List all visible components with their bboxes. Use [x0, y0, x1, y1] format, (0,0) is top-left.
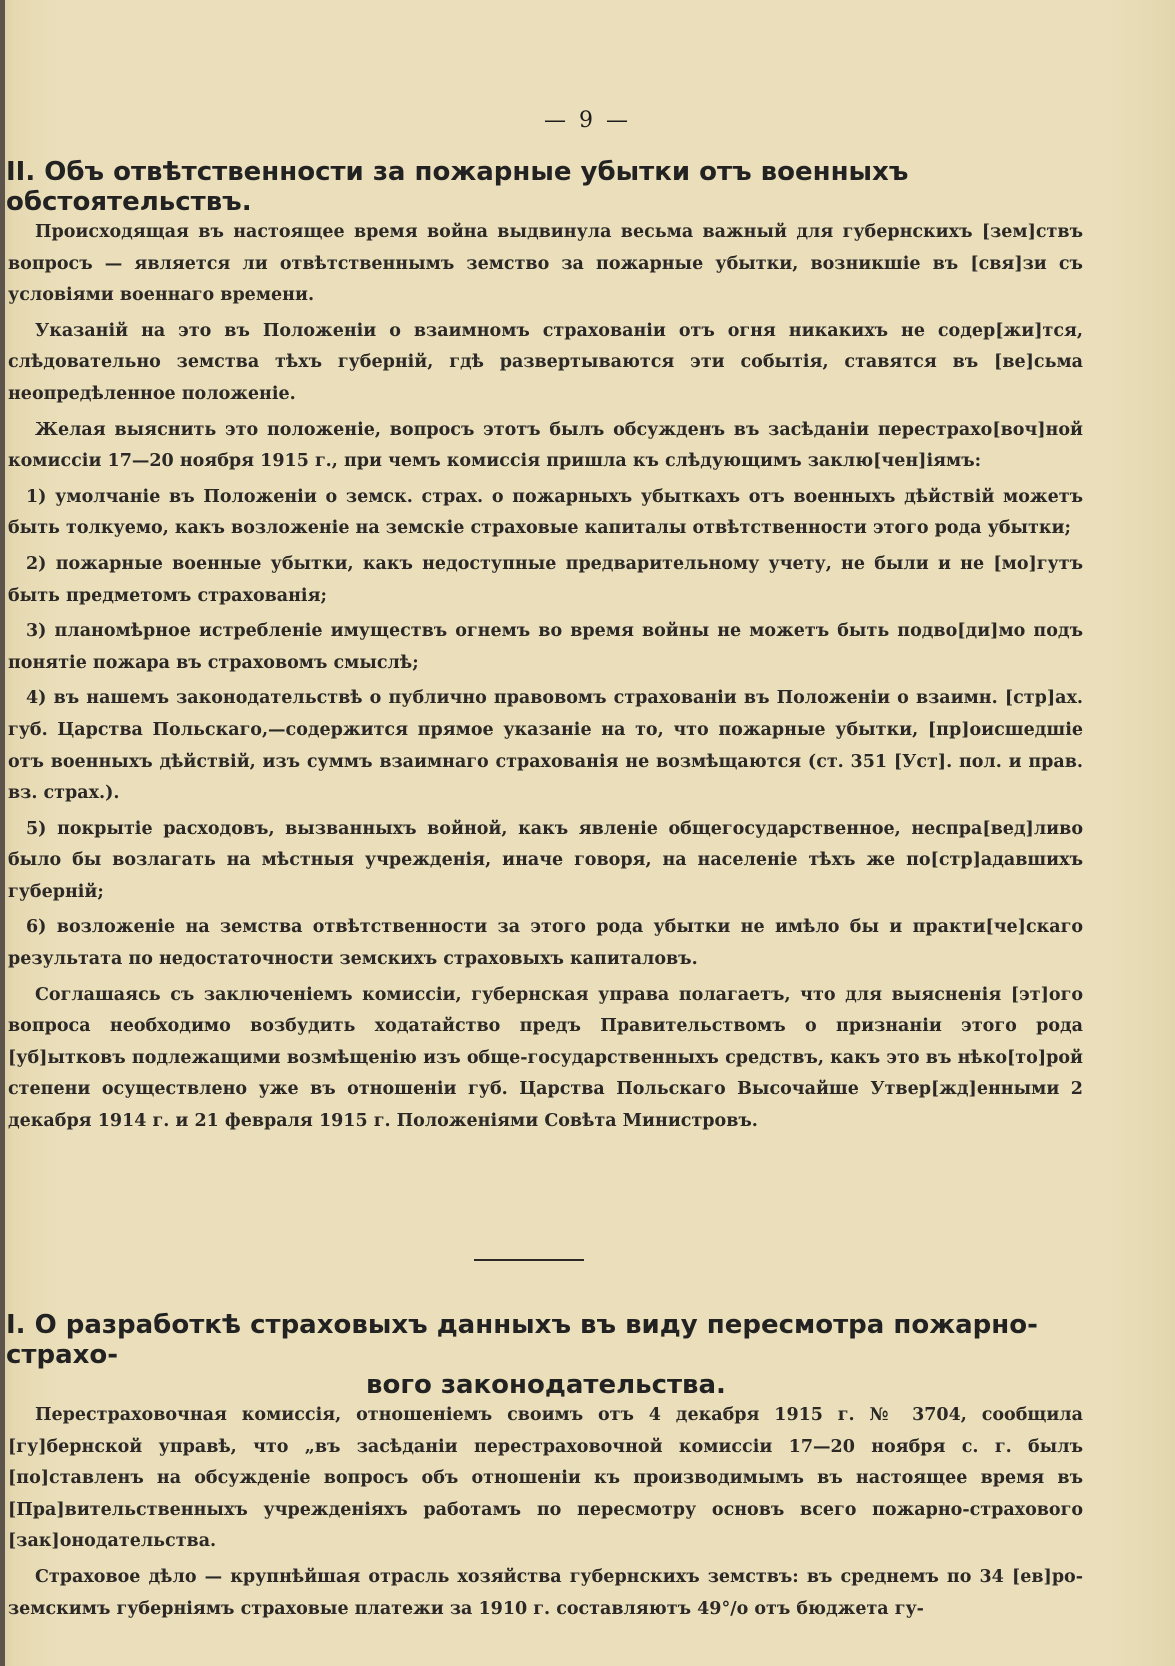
paragraph: Страховое дѣло — крупнѣйшая отрасль хозяйства губернскихъ земствъ: въ среднемъ по 34 [ев]ро-земскимъ губерніямъ страховые платежи за 1910 г. составляютъ 49°/о отъ бюджета гу-: [8, 1566, 1083, 1619]
list-item: 4) въ нашемъ законодательствѣ о публично правовомъ страхованіи въ Положеніи о взаимн. [стр]ах. губ. Царства Польскаго,—содержится прямое указаніе на то, что пожарные убытки, [пр]оисшедшіе отъ военныхъ дѣйствій, изъ суммъ взаимнаго страхованія не возмѣщаются (ст. 351 [Уст]. пол. и прав. вз. страх.).: [8, 688, 1083, 804]
section-body-responsibility: [8, 217, 1083, 1142]
paragraph: Перестраховочная комиссія, отношеніемъ своимъ отъ 4 декабря 1915 г. № 3704, сообщила [гу]бернской управѣ, что „въ засѣданіи перестраховочной комиссіи 17—20 ноября с. г. былъ [по]ставленъ на обсужденіе вопросъ объ отношеніи къ производимымъ въ настоящее время въ [Пра]вительственныхъ учрежденіяхъ работамъ по пересмотру основъ всего пожарно-страхового [зак]онодательства.: [8, 1405, 1083, 1552]
heading-line: вого законодательства.: [366, 1370, 726, 1400]
section-body-insurance-data: [8, 1400, 1083, 1629]
list-item: 2) пожарные военные убытки, какъ недоступные предварительному учету, не были и не [мо]гутъ быть предметомъ страхованія;: [8, 553, 1083, 606]
paragraph: Соглашаясь съ заключеніемъ комиссіи, губернская управа полагаетъ, что для выясненія [эт]ого вопроса необходимо возбудить ходатайство предъ Правительствомъ о признаніи этого рода [уб]ытковъ подлежащими возмѣщенію изъ обще-государственныхъ средствъ, какъ это въ нѣко[то]рой степени осуществлено уже въ отношеніи губ. Царства Польскаго Высочайше Утвер[жд]енными 2 декабря 1914 г. и 21 февраля 1915 г. Положеніями Совѣта Министровъ.: [8, 984, 1083, 1132]
paragraph: Желая выяснить это положеніе, вопросъ этотъ былъ обсужденъ въ засѣданіи перестрахо[воч]ной комиссіи 17—20 ноября 1915 г., при чемъ комиссія пришла къ слѣдующимъ заклю[чен]іямъ:: [8, 419, 1083, 472]
page-number: — 9 —: [544, 108, 631, 133]
list-item: 1) умолчаніе въ Положеніи о земск. страх. о пожарныхъ убыткахъ отъ военныхъ дѣйствій можетъ быть толкуемо, какъ возложеніе на земскіе страховые капиталы отвѣтственности этого рода убытки;: [8, 486, 1083, 539]
section-heading-responsibility: II. Объ отвѣтственности за пожарные убытки отъ военныхъ обстоятельствъ.: [6, 157, 909, 217]
list-item: 5) покрытіе расходовъ, вызванныхъ войной, какъ явленіе общегосударственное, неспра[вед]ливо было бы возлагать на мѣстныя учрежденія, иначе говоря, на населеніе тѣхъ же по[стр]адавшихъ губерній;: [8, 818, 1083, 902]
paragraph: Происходящая въ настоящее время война выдвинула весьма важный для губернскихъ [зем]ствъ вопросъ — является ли отвѣтственнымъ земство за пожарные убытки, возникшіе въ [свя]зи съ условіями военнаго времени.: [8, 222, 1083, 306]
heading-line: I. О разработкѣ страховыхъ данныхъ въ виду пересмотра пожарно-страхо-: [6, 1310, 1038, 1370]
list-item: 3) планомѣрное истребленіе имуществъ огнемъ во время войны не можетъ быть подво[ди]мо подъ понятіе пожара въ страховомъ смыслѣ;: [8, 621, 1083, 673]
paragraph: Указаній на это въ Положеніи о взаимномъ страхованіи отъ огня никакихъ не содер[жи]тся, слѣдовательно земства тѣхъ губерній, гдѣ развертываются эти событія, ставятся въ [ве]сьма неопредѣленное положеніе.: [8, 320, 1083, 404]
section-heading-insurance-data: [6, 1310, 1086, 1400]
list-item: 6) возложеніе на земства отвѣтственности за этого рода убытки не имѣло бы и практи[че]скаго результата по недостаточности земскихъ страховыхъ капиталовъ.: [8, 917, 1083, 970]
page-binding-edge: [0, 0, 5, 1666]
section-divider: [474, 1259, 584, 1261]
